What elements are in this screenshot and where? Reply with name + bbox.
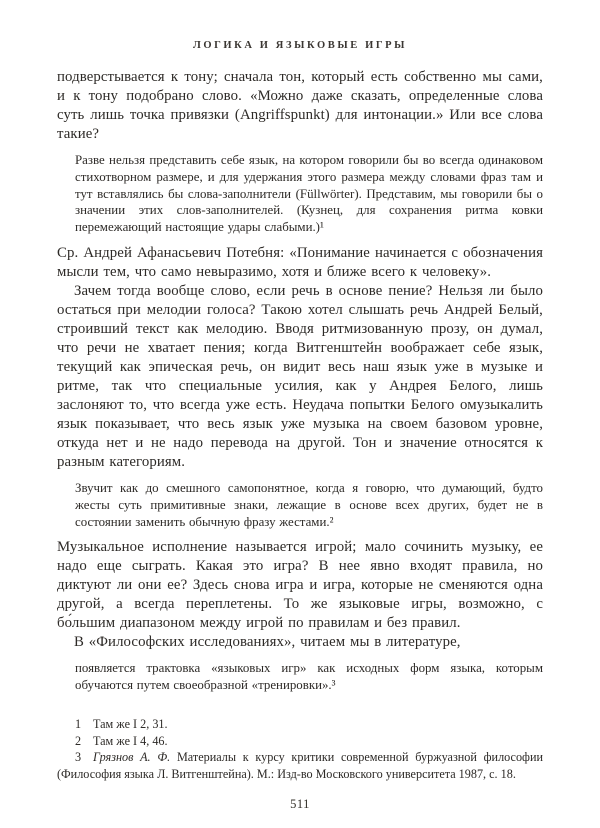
- block-quote-2: Звучит как до смешного самопонятное, когда я говорю, что думающий, будто жесты суть примитивные знаки, лежащие в основе всех других, будет не в состоянии заменить обычную фразу жестами.²: [75, 480, 543, 529]
- paragraph-potebnya: Ср. Андрей Афанасьевич Потебня: «Понимание начинается с обозначения мысли тем, что само невыразимо, хотя и ближе всего к человеку».: [57, 244, 543, 280]
- paragraph-muzykalnoe: Музыкальное исполнение называется игрой; мало сочинить музыку, ее надо еще сыграть. Какая это игра? В нее явно входят правила, но диктуют ли они ее? Здесь снова игра и игра, которые не сменяются одна другой, а всегда переплетены. То же языковые игры, возможно, с бо́льшим диапазоном между игрой по правилам и без правил.: [57, 539, 543, 632]
- footnote-text: Материалы к курсу критики современной буржуазной философии (Философия языка Л. Витгенштейна). М.: Изд-во Московского университета 1987, с. 18.: [57, 750, 544, 781]
- running-header: ЛОГИКА И ЯЗЫКОВЫЕ ИГРЫ: [192, 40, 408, 51]
- page-number: 511: [290, 797, 310, 812]
- footnote: [57, 749, 543, 782]
- footnote-number: 1: [75, 716, 82, 731]
- footnote: [57, 716, 543, 733]
- footnote-text: Там же I 2, 31.: [93, 716, 168, 731]
- footnote-author: Грязнов А. Ф.: [93, 750, 171, 765]
- block-quote-3: появляется трактовка «языковых игр» как исходных форм языка, которым обучаются путем своеобразной «тренировки».³: [75, 661, 543, 693]
- paragraph-filosofskie: В «Философских исследованиях», читаем мы в литературе,: [74, 634, 461, 651]
- paragraph-zachem: Зачем тогда вообще слово, если речь в основе пение? Нельзя ли было остаться при мелодии голоса? Такою хотел слышать речь Андрей Белый, строивший текст как мелодию. Вводя ритмизованную прозу, он думал, что речи не хватает пения; когда Витгенштейн воображает себе язык, текущий как эпическая речь, он видит весь наш язык уже в музыке и ритме, так что специальные усилия, как у Андрея Белого, лишь заслоняют то, что всегда уже есть. Неудача попытки Белого омузыкалить язык показывает, что весь язык уже музыка на своем базовом уровне, откуда нет и не надо перевода на другой. Тон и значение относятся к разным категориям.: [57, 282, 543, 470]
- footnote-number: 3: [75, 750, 82, 765]
- block-quote-1: Разве нельзя представить себе язык, на котором говорили бы во всегда одинаковом стихотворном размере, и для удержания этого размера между словами фраз там и тут вставлялись бы слова-заполнители (Füllwörter). Представим, мы говорили бы о значении этих слов-заполнителей. (Кузнец, для сохранения ритма ковки перемежающий настоящие удары слабыми.)¹: [75, 153, 543, 235]
- footnote: [57, 733, 543, 750]
- paragraph-continuation: подверстывается к тону; сначала тон, который есть собственно мы сами, и к тону подобрано слово. «Можно даже сказать, определенные слова суть лишь точка привязки (Angriffspunkt) для интонации.» Или все слова такие?: [57, 69, 543, 142]
- footnotes-block: [57, 716, 543, 782]
- footnote-number: 2: [75, 733, 82, 748]
- footnote-text: Там же I 4, 46.: [93, 733, 168, 748]
